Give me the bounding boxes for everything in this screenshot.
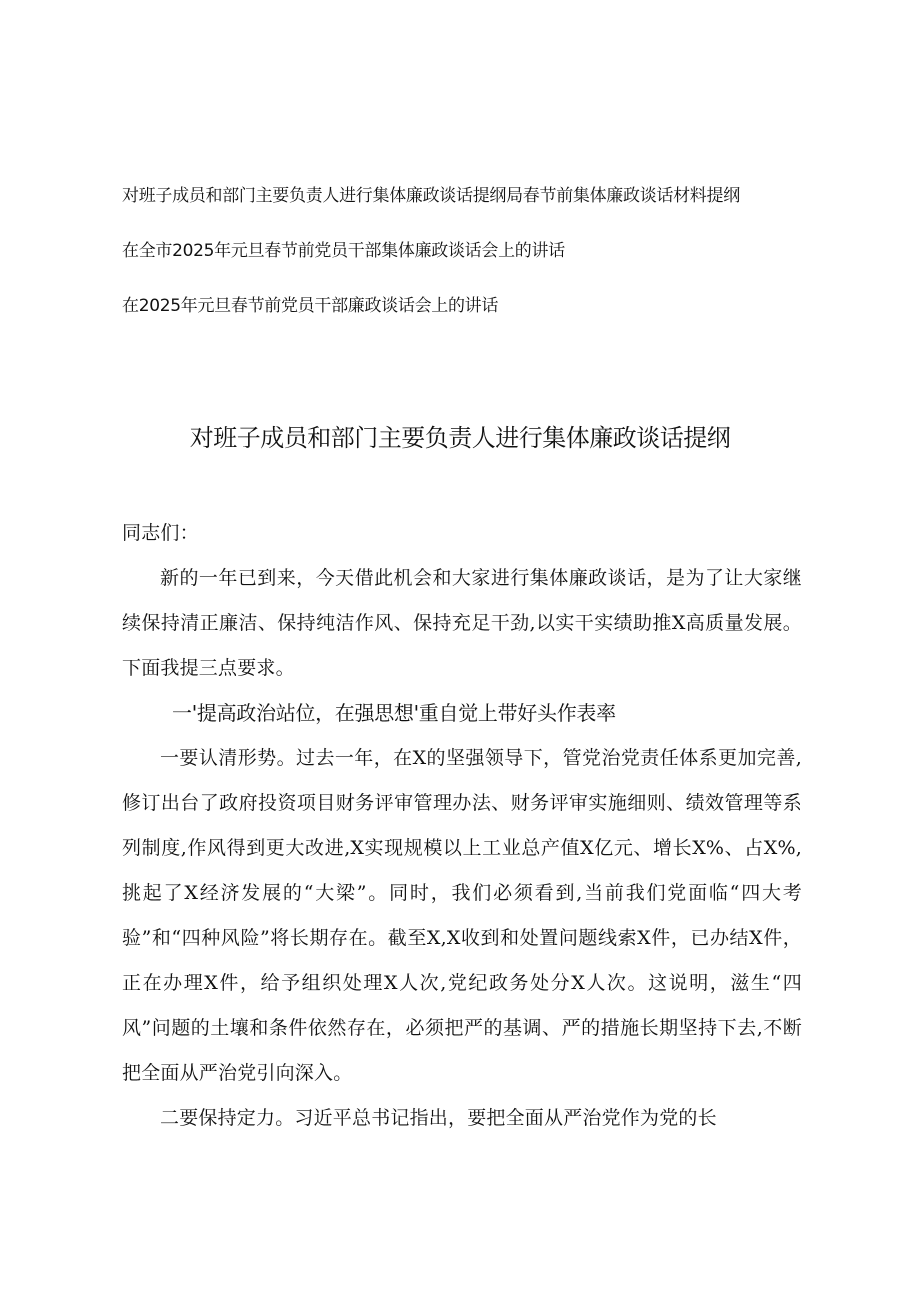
body-paragraph: 一要认清形势。过去一年，在X的坚强领导下，管党治党责任体系更加完善,修订出台了政府投资项目财务评审管理办法、财务评审实施细则、绩效管理等系列制度,作风得到更大改进,X实现规模以上工业总产值X亿元、增长X%、占X%,挑起了X经济发展的“大梁”。同时，我们必须看到,当前我们党面临“四大考验”和“四种风险”将长期存在。截至X,X收到和处置问题线索X件，已办结X件，正在办理X件，给予组织处理X人次,党纪政务处分X人次。这说明，滋生“四风”问题的土壤和条件依然存在，必须把严的基调、严的措施长期坚持下去,不断把全面从严治党引向深入。 <box>122 747 802 1084</box>
table-of-contents <box>122 180 822 345</box>
section-heading: 一'提高政治站位，在强思想'重自觉上带好头作表率 <box>172 701 616 725</box>
toc-item: 在全市2025年元旦春节前党员干部集体廉政谈话会上的讲话 <box>122 241 565 261</box>
toc-item: 在2025年元旦春节前党员干部廉政谈话会上的讲话 <box>122 296 499 316</box>
toc-item: 对班子成员和部门主要负责人进行集体廉政谈话提纲局春节前集体廉政谈话材料提纲 <box>122 186 740 206</box>
salutation: 同志们： <box>122 522 199 544</box>
document-body <box>122 511 802 1141</box>
body-paragraph: 二要保持定力。习近平总书记指出，要把全面从严治党作为党的长 <box>160 1107 717 1129</box>
intro-paragraph: 新的一年已到来，今天借此机会和大家进行集体廉政谈话，是为了让大家继续保持清正廉洁、保持纯洁作风、保持充足干劲,以实干实绩助推X高质量发展。下面我提三点要求。 <box>122 567 802 679</box>
document-title: 对班子成员和部门主要负责人进行集体廉政谈话提纲 <box>189 424 731 452</box>
